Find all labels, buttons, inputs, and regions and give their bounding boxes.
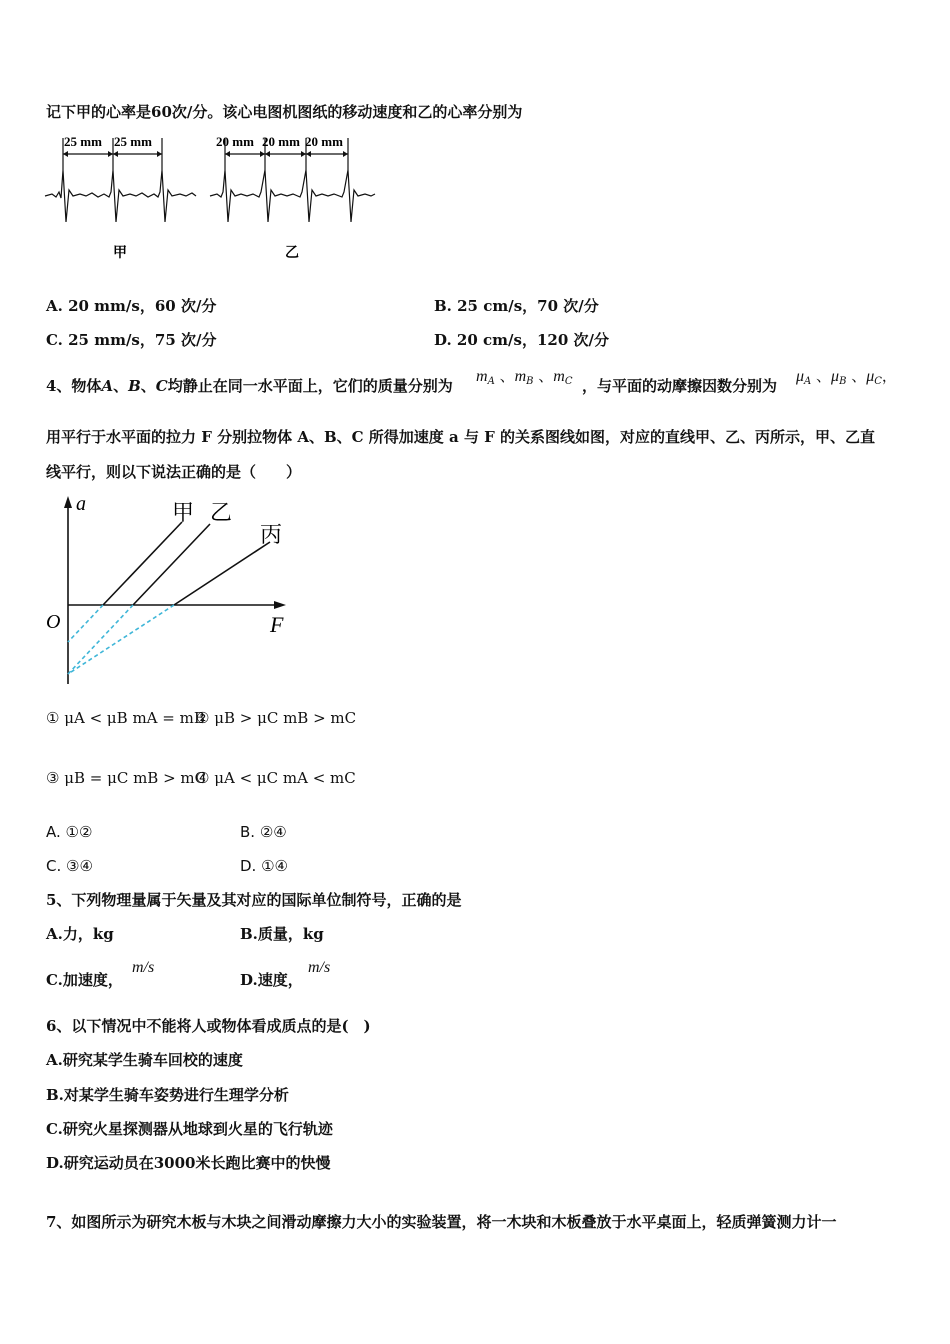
q5-option-d[interactable]: D.速度， <box>240 971 303 989</box>
q6-option-a[interactable]: A.研究某学生骑车回校的速度 <box>46 1051 243 1069</box>
q4-line-3: 线平行，则以下说法正确的是（ ） <box>46 463 302 481</box>
q4-statement-4: ④ μA < μC mA < mC <box>196 769 356 787</box>
q4-mu-values: $\mu_A$ 、$\mu_B$ 、$\mu_C$， <box>796 367 897 387</box>
q3-option-d[interactable]: D. 20 cm/s，120 次/分 <box>434 331 609 349</box>
q4-line-1-tail: ，与平面的动摩擦因数分别为 <box>582 377 778 395</box>
ecg-yi-dim-2: 20 mm <box>262 134 300 149</box>
ecg-jia-label: 甲 <box>113 246 127 261</box>
q5-option-b[interactable]: B.质量，kg <box>240 925 324 943</box>
ecg-yi-label: 乙 <box>285 246 299 261</box>
q5-option-d-unit: m/s <box>308 959 331 976</box>
q5-stem: 5、下列物理量属于矢量及其对应的国际单位制符号，正确的是 <box>46 891 462 909</box>
q4-statement-2: ② μB > μC mB > mC <box>196 709 357 727</box>
dashed-extension-jia <box>68 605 103 642</box>
q4-option-a[interactable]: A. ①② <box>46 823 93 841</box>
q4-option-c[interactable]: C. ③④ <box>46 857 93 875</box>
dashed-extension-bing <box>68 605 174 674</box>
q4-masses: $m_A$ 、$m_B$ 、$m_C$ <box>476 367 573 387</box>
x-axis-label: F <box>270 612 284 637</box>
origin-label: O <box>46 611 61 633</box>
q3-intro: 记下甲的心率是60次/分。该心电图机图纸的移动速度和乙的心率分别为 <box>46 103 523 121</box>
dashed-extension-yi <box>68 605 133 674</box>
q6-option-b[interactable]: B.对某学生骑车姿势进行生理学分析 <box>46 1086 289 1104</box>
line-bing <box>174 542 270 605</box>
q3-option-b[interactable]: B. 25 cm/s，70 次/分 <box>434 297 599 315</box>
q7-stem: 7、如图所示为研究木板与木块之间滑动摩擦力大小的实验装置，将一木块和木板叠放于水平桌面上，轻质弹簧测力计一 <box>46 1213 837 1231</box>
q4-line-2: 用平行于水平面的拉力 F 分别拉物体 A、B、C 所得加速度 a 与 F 的关系图线如图，对应的直线甲、乙、丙所示，甲、乙直 <box>46 428 876 446</box>
q6-stem: 6、以下情况中不能将人或物体看成质点的是( ) <box>46 1017 371 1035</box>
q6-option-d[interactable]: D.研究运动员在3000米长跑比赛中的快慢 <box>46 1154 331 1172</box>
q4-line-1: 4、物体A、B、C均静止在同一水平面上，它们的质量分别为 <box>46 377 453 395</box>
q3-option-a[interactable]: A. 20 mm/s，60 次/分 <box>46 297 217 315</box>
y-axis-label: a <box>76 493 86 515</box>
q4-statement-3: ③ μB = μC mB > mC <box>46 769 207 787</box>
ecg-jia-dim-2: 25 mm <box>114 134 152 149</box>
q4-option-d[interactable]: D. ①④ <box>240 857 288 875</box>
ecg-jia-dim-1: 25 mm <box>64 134 102 149</box>
q5-option-c-unit: m/s <box>132 959 155 976</box>
ecg-figure-yi <box>205 130 380 265</box>
q6-option-c[interactable]: C.研究火星探测器从地球到火星的飞行轨迹 <box>46 1120 333 1138</box>
q3-option-c[interactable]: C. 25 mm/s，75 次/分 <box>46 331 217 349</box>
ecg-yi-dim-3: 20 mm <box>305 134 343 149</box>
line-jia <box>103 522 182 605</box>
q4-option-b[interactable]: B. ②④ <box>240 823 287 841</box>
label-bing: 丙 <box>260 522 283 547</box>
ecg-yi-dim-1: 20 mm <box>216 134 254 149</box>
line-yi <box>133 524 210 605</box>
q5-option-a[interactable]: A.力，kg <box>46 925 114 943</box>
q4-graph <box>40 490 300 695</box>
q4-statement-1: ① μA < μB mA = mB <box>46 709 205 727</box>
q5-option-c[interactable]: C.加速度， <box>46 971 123 989</box>
label-yi: 乙 <box>210 500 233 525</box>
ecg-figure-jia <box>40 130 200 265</box>
label-jia: 甲 <box>172 500 195 525</box>
